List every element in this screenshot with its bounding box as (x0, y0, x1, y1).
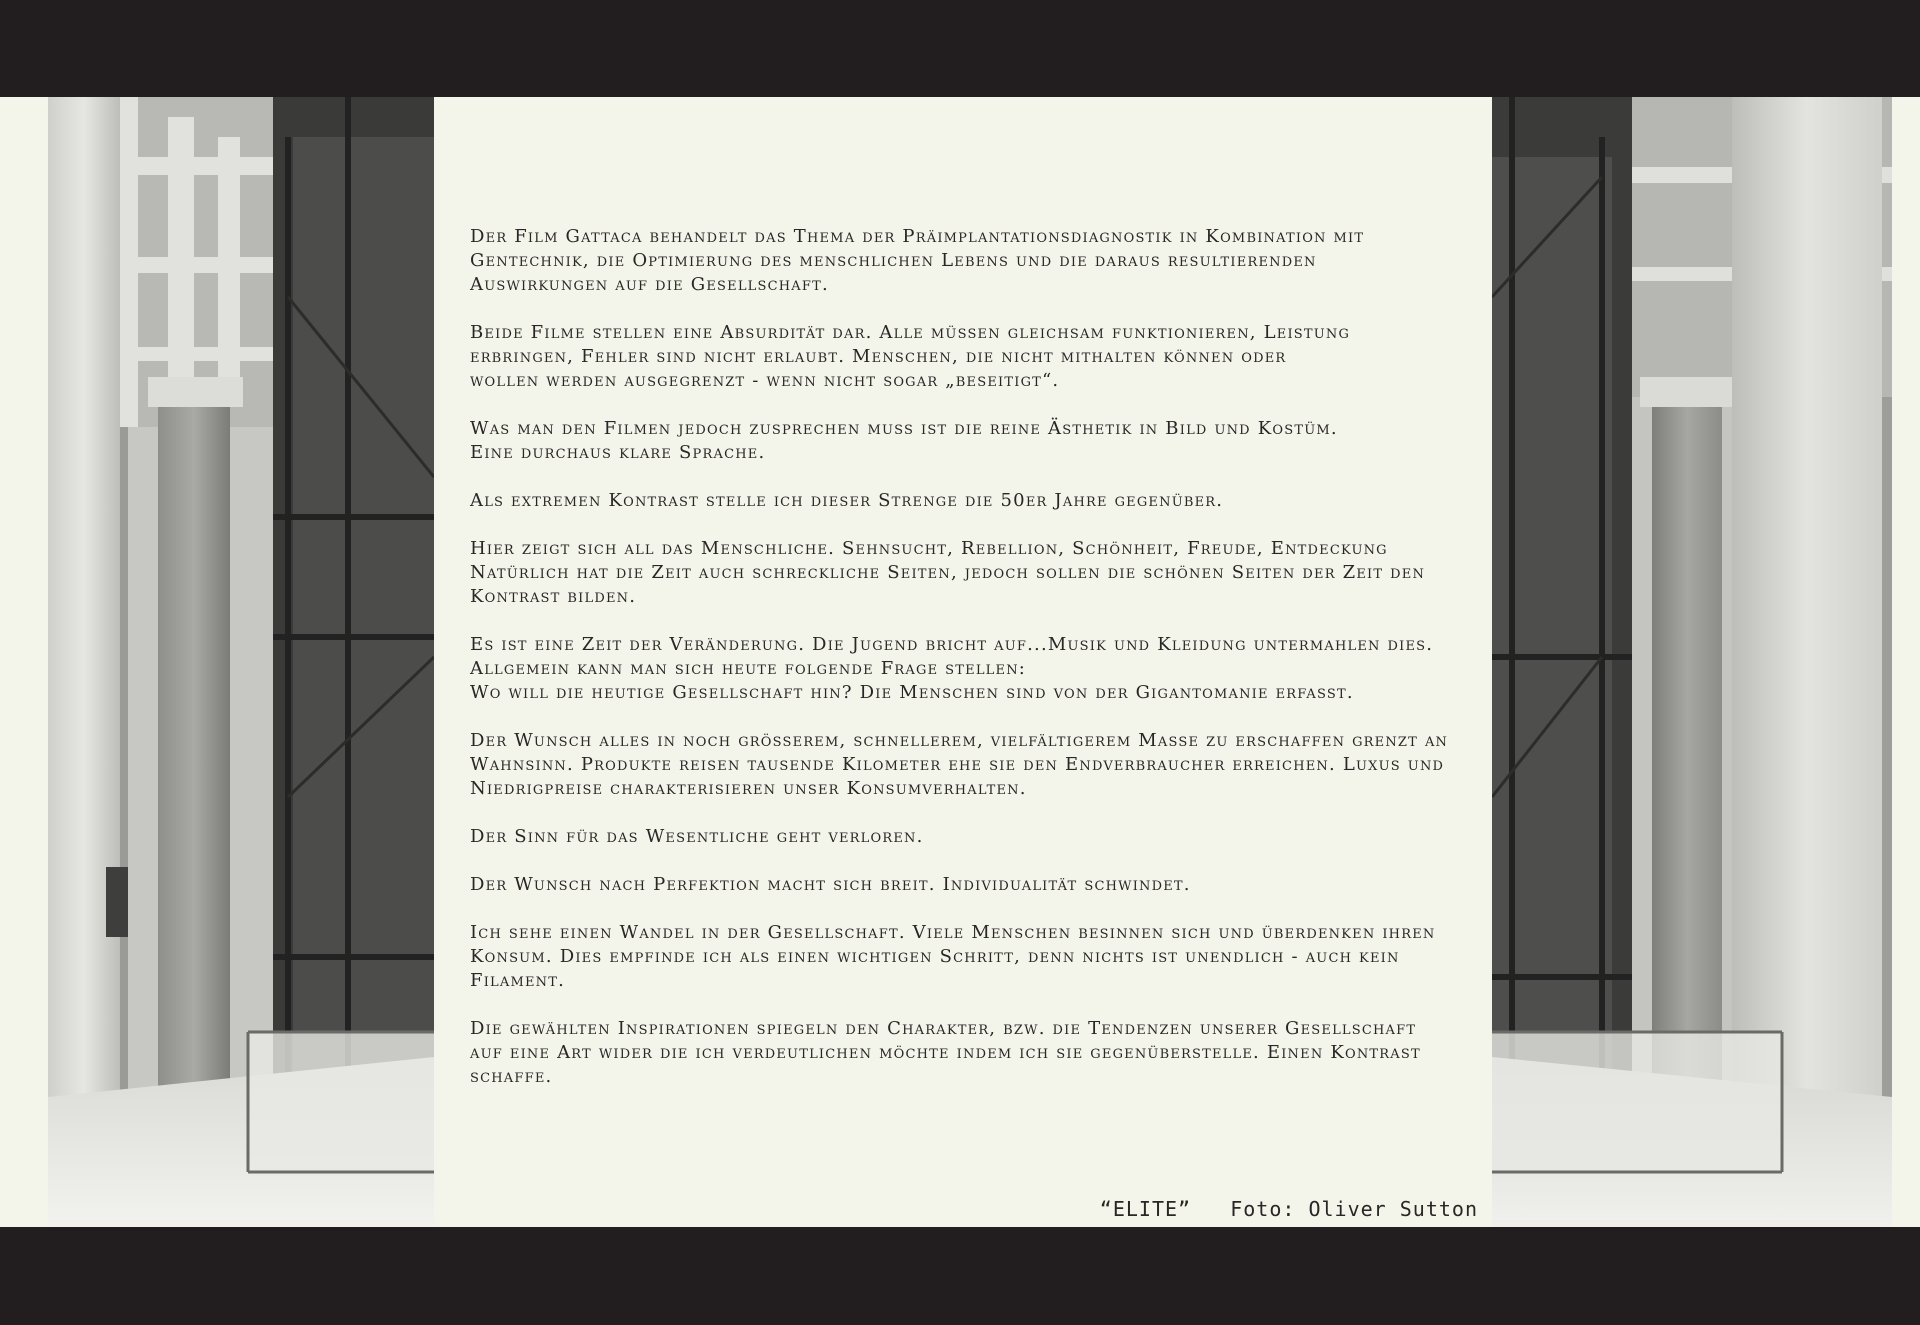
paragraph: Der Film Gattaca behandelt das Thema der Präimplantationsdiagnostik in Kombination mit Gentechnik, die Optimierung des menschlichen Lebens und die daraus resultierenden Auswirkungen auf die Gesellschaft. (470, 226, 1365, 295)
paragraph: Als extremen Kontrast stelle ich dieser Strenge die 50er Jahre gegenüber. (470, 490, 1224, 511)
paragraph: Der Wunsch alles in noch grösserem, schnellerem, vielfältigerem Masse zu erschaffen grenzt an Wahnsinn. Produkte reisen tausende Kilometer ehe sie den Endverbraucher erreichen. Luxus und Niedrigpreise charakterisieren unser Konsumverhalten. (470, 730, 1449, 799)
photo-right (1492, 97, 1892, 1227)
article-body (470, 225, 1470, 1113)
paragraph: Ich sehe einen Wandel in der Gesellschaft. Viele Menschen besinnen sich und überdenken ihren Konsum. Dies empfinde ich als einen wichtigen Schritt, denn nichts ist unendlich - auch kein Filament. (470, 922, 1436, 991)
paragraph: Es ist eine Zeit der Veränderung. Die Jugend bricht auf...Musik und Kleidung untermahlen dies. Allgemein kann man sich heute folgende Frage stellen: Wo will die heutige Gesellschaft hin? Die Menschen sind von der Gigantomanie erfasst. (470, 634, 1434, 703)
photo-left (48, 97, 434, 1227)
paragraph: Was man den Filmen jedoch zusprechen muss ist die reine Ästhetik in Bild und Kostüm. Eine durchaus klare Sprache. (470, 418, 1338, 463)
text-panel (434, 97, 1492, 1227)
photo-caption (1100, 1197, 1478, 1221)
paragraph: Die gewählten Inspirationen spiegeln den Charakter, bzw. die Tendenzen unserer Gesellschaft auf eine Art wider die ich verdeutlichen möchte indem ich sie gegenüberstelle. Einen Kontrast schaffe. (470, 1018, 1421, 1087)
paragraph: Der Sinn für das Wesentliche geht verloren. (470, 826, 924, 847)
architecture-photo-right (1492, 97, 1892, 1227)
caption-credit: Foto: Oliver Sutton (1230, 1197, 1478, 1221)
paragraph: Hier zeigt sich all das Menschliche. Sehnsucht, Rebellion, Schönheit, Freude, Entdeckung Natürlich hat die Zeit auch schreckliche Seiten, jedoch sollen die schönen Seiten der Zeit den Kontrast bilden. (470, 538, 1426, 607)
paragraph: Beide Filme stellen eine Absurdität dar. Alle müssen gleichsam funktionieren, Leistung erbringen, Fehler sind nicht erlaubt. Menschen, die nicht mithalten können oder wollen werden ausgegrenzt - wenn nicht sogar „beseitigt“. (470, 322, 1351, 391)
architecture-photo-left (48, 97, 434, 1227)
paragraph: Der Wunsch nach Perfektion macht sich breit. Individualität schwindet. (470, 874, 1191, 895)
caption-title: “ELITE” (1099, 1197, 1192, 1221)
